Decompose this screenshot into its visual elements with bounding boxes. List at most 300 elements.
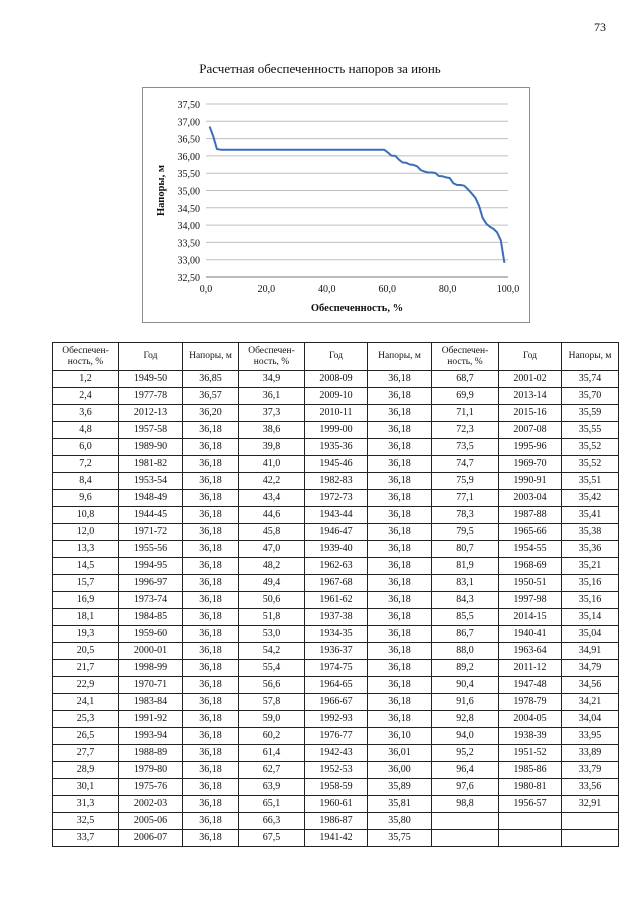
table-cell: 3,6 [53,405,119,422]
y-tick-label: 32,50 [177,273,200,284]
table-cell: 36,18 [368,626,432,643]
table-cell: 1,2 [53,371,119,388]
table-cell: 97,6 [432,779,499,796]
table-cell: 45,8 [239,524,305,541]
table-cell: 36,18 [368,592,432,609]
table-cell: 67,5 [239,830,305,847]
table-cell: 35,89 [368,779,432,796]
table-cell: 7,2 [53,456,119,473]
table-cell: 25,3 [53,711,119,728]
table-cell: 1938-39 [499,728,562,745]
table-cell: 56,6 [239,677,305,694]
table-cell: 2012-13 [119,405,183,422]
header-cell: Напоры, м [183,343,239,371]
table-cell: 2015-16 [499,405,562,422]
table-cell: 1949-50 [119,371,183,388]
table-cell: 1935-36 [305,439,368,456]
header-cell: Год [305,343,368,371]
table-cell: 57,8 [239,694,305,711]
table-cell: 28,9 [53,762,119,779]
table-cell: 59,0 [239,711,305,728]
table-cell: 1964-65 [305,677,368,694]
table-cell: 6,0 [53,439,119,456]
table-cell: 1997-98 [499,592,562,609]
table-cell: 1967-68 [305,575,368,592]
table-cell: 35,70 [562,388,619,405]
table-cell: 1993-94 [119,728,183,745]
table-cell: 18,1 [53,609,119,626]
table-cell: 35,80 [368,813,432,830]
table-cell: 1976-77 [305,728,368,745]
table-cell: 30,1 [53,779,119,796]
table-cell: 1937-38 [305,609,368,626]
table-row [53,660,619,677]
y-tick-label: 33,00 [177,255,200,267]
table-cell: 36,18 [183,609,239,626]
data-table [52,342,619,847]
table-cell: 35,42 [562,490,619,507]
table-cell: 35,36 [562,541,619,558]
table-cell: 1981-82 [119,456,183,473]
table-cell: 36,18 [183,575,239,592]
table-cell: 10,8 [53,507,119,524]
table-row [53,388,619,405]
table-cell: 36,18 [368,575,432,592]
table-cell: 72,3 [432,422,499,439]
table-row [53,745,619,762]
table-cell: 36,18 [183,762,239,779]
table-cell: 35,55 [562,422,619,439]
table-cell: 1974-75 [305,660,368,677]
table-cell: 16,9 [53,592,119,609]
table-cell: 2005-06 [119,813,183,830]
table-cell: 38,6 [239,422,305,439]
table-cell: 36,18 [368,677,432,694]
y-tick-label: 35,50 [177,169,200,181]
table-cell: 1943-44 [305,507,368,524]
table-cell: 36,1 [239,388,305,405]
table-cell: 1984-85 [119,609,183,626]
table-cell: 2011-12 [499,660,562,677]
table-cell: 1983-84 [119,694,183,711]
table-cell: 2001-02 [499,371,562,388]
table-cell: 1934-35 [305,626,368,643]
table-cell: 1956-57 [499,796,562,813]
table-cell: 36,18 [183,643,239,660]
table-cell: 74,7 [432,456,499,473]
table-cell: 98,8 [432,796,499,813]
table-row [53,473,619,490]
table-cell: 36,18 [183,830,239,847]
table-cell: 14,5 [53,558,119,575]
table-row [53,728,619,745]
table-cell: 36,18 [368,439,432,456]
table-cell: 36,18 [183,541,239,558]
table-cell: 35,81 [368,796,432,813]
table-row [53,762,619,779]
table-cell: 51,8 [239,609,305,626]
y-tick-label: 35,00 [177,186,200,198]
table-cell: 1978-79 [499,694,562,711]
table-cell: 73,5 [432,439,499,456]
table-cell: 1995-96 [499,439,562,456]
table-cell: 2003-04 [499,490,562,507]
table-cell: 1948-49 [119,490,183,507]
table-cell: 35,75 [368,830,432,847]
table-row [53,439,619,456]
table-cell: 36,18 [183,779,239,796]
table-cell: 36,18 [183,456,239,473]
x-tick-label: 100,0 [496,284,520,295]
table-cell: 36,18 [183,745,239,762]
table-cell: 36,18 [183,626,239,643]
table-cell: 12,0 [53,524,119,541]
table-cell: 1953-54 [119,473,183,490]
table-row [53,422,619,439]
table-cell: 21,7 [53,660,119,677]
table-row [53,405,619,422]
table-cell: 1989-90 [119,439,183,456]
table-cell: 33,79 [562,762,619,779]
table-cell: 83,1 [432,575,499,592]
table-row [53,456,619,473]
table-cell: 2007-08 [499,422,562,439]
x-tick-label: 60,0 [378,284,396,295]
table-cell: 36,18 [183,439,239,456]
table-cell: 36,10 [368,728,432,745]
table-cell: 1979-80 [119,762,183,779]
table-cell: 92,8 [432,711,499,728]
y-tick-label: 34,00 [177,221,200,233]
table-cell: 36,18 [183,728,239,745]
table-cell: 1994-95 [119,558,183,575]
table-cell: 36,18 [368,609,432,626]
table-cell: 1940-41 [499,626,562,643]
table-row [53,796,619,813]
table-cell: 31,3 [53,796,119,813]
table-cell: 35,74 [562,371,619,388]
table-cell: 36,18 [183,694,239,711]
header-cell: Обеспечен-ность, % [432,343,499,371]
table-cell: 1969-70 [499,456,562,473]
table-cell: 69,9 [432,388,499,405]
table-cell: 36,18 [183,473,239,490]
table-cell: 36,85 [183,371,239,388]
table-cell: 35,16 [562,592,619,609]
table-cell: 36,18 [368,643,432,660]
table-cell: 1965-66 [499,524,562,541]
x-axis-label: Обеспеченность, % [310,303,404,314]
table-cell: 1960-61 [305,796,368,813]
table-cell: 2008-09 [305,371,368,388]
table-cell: 55,4 [239,660,305,677]
page-number: 73 [594,20,606,34]
table-cell: 77,1 [432,490,499,507]
table-cell: 35,59 [562,405,619,422]
table-cell: 89,2 [432,660,499,677]
table-cell: 36,18 [368,473,432,490]
table-cell: 36,18 [368,490,432,507]
y-tick-label: 37,00 [177,117,200,129]
table-cell: 85,5 [432,609,499,626]
table-body [53,371,619,847]
table-cell: 1952-53 [305,762,368,779]
header-cell: Обеспечен-ность, % [239,343,305,371]
table-row [53,575,619,592]
table-cell: 15,7 [53,575,119,592]
y-tick-label: 37,50 [177,100,200,111]
table-cell: 1966-67 [305,694,368,711]
header-cell: Напоры, м [368,343,432,371]
table-cell: 54,2 [239,643,305,660]
table-cell: 36,01 [368,745,432,762]
table-cell: 32,5 [53,813,119,830]
table-cell: 35,14 [562,609,619,626]
table-cell: 79,5 [432,524,499,541]
table-cell: 48,2 [239,558,305,575]
table-cell [499,830,562,847]
table-cell: 36,18 [368,371,432,388]
table-cell: 35,21 [562,558,619,575]
table-cell: 41,0 [239,456,305,473]
table-cell: 27,7 [53,745,119,762]
table-cell: 36,18 [368,694,432,711]
table-cell [562,830,619,847]
table-cell: 2002-03 [119,796,183,813]
table-cell: 36,18 [368,456,432,473]
table-row [53,643,619,660]
table-cell: 75,9 [432,473,499,490]
table-cell: 42,2 [239,473,305,490]
table-cell: 1947-48 [499,677,562,694]
table-cell: 36,18 [368,422,432,439]
table-cell: 36,18 [183,524,239,541]
table-cell: 1999-00 [305,422,368,439]
table-cell: 36,18 [183,711,239,728]
table-cell: 63,9 [239,779,305,796]
table-cell: 36,18 [183,660,239,677]
table-cell: 91,6 [432,694,499,711]
table-cell: 81,9 [432,558,499,575]
table-cell: 44,6 [239,507,305,524]
header-cell: Напоры, м [562,343,619,371]
table-cell: 1939-40 [305,541,368,558]
table-cell: 88,0 [432,643,499,660]
table-cell: 36,18 [183,796,239,813]
table-cell: 39,8 [239,439,305,456]
table-cell: 34,91 [562,643,619,660]
table-cell: 80,7 [432,541,499,558]
table-row [53,779,619,796]
table-cell: 36,18 [368,405,432,422]
table-row [53,626,619,643]
table-cell: 36,18 [368,388,432,405]
y-axis-label: Напоры, м [156,164,167,217]
table-cell: 8,4 [53,473,119,490]
x-tick-label: 0,0 [199,284,213,295]
y-tick-label: 34,50 [177,203,200,215]
table-cell: 1975-76 [119,779,183,796]
table-cell: 1954-55 [499,541,562,558]
table-cell [562,813,619,830]
table-cell: 1944-45 [119,507,183,524]
table-row [53,677,619,694]
table-cell: 1972-73 [305,490,368,507]
table-cell: 26,5 [53,728,119,745]
table-cell: 4,8 [53,422,119,439]
table-cell: 50,6 [239,592,305,609]
table-cell: 2009-10 [305,388,368,405]
table-cell: 36,57 [183,388,239,405]
table-cell: 2014-15 [499,609,562,626]
table-cell: 62,7 [239,762,305,779]
table-cell: 36,18 [183,592,239,609]
table-cell [432,830,499,847]
table-cell: 1945-46 [305,456,368,473]
table-cell: 34,04 [562,711,619,728]
table-cell: 34,21 [562,694,619,711]
table-cell: 19,3 [53,626,119,643]
table-row [53,813,619,830]
table-cell: 33,95 [562,728,619,745]
table-cell: 36,18 [183,813,239,830]
x-tick-label: 40,0 [318,284,336,295]
table-cell: 36,18 [183,558,239,575]
table-cell: 1982-83 [305,473,368,490]
table-cell: 35,52 [562,456,619,473]
table-cell: 36,18 [183,677,239,694]
table-cell: 1998-99 [119,660,183,677]
table-row [53,609,619,626]
table-cell: 36,18 [183,422,239,439]
table-row [53,558,619,575]
table-cell: 36,18 [368,507,432,524]
table-cell: 35,51 [562,473,619,490]
table-cell: 53,0 [239,626,305,643]
table-cell: 1973-74 [119,592,183,609]
table-cell: 35,38 [562,524,619,541]
table-cell: 1950-51 [499,575,562,592]
table-cell: 2,4 [53,388,119,405]
table-cell: 33,56 [562,779,619,796]
table-cell: 36,18 [368,660,432,677]
table-cell: 35,52 [562,439,619,456]
header-cell: Год [499,343,562,371]
table-cell: 1946-47 [305,524,368,541]
table-cell: 20,5 [53,643,119,660]
y-tick-label: 33,50 [177,238,200,250]
table-cell: 36,18 [183,507,239,524]
table-cell: 1958-59 [305,779,368,796]
table-cell: 1980-81 [499,779,562,796]
table-cell: 86,7 [432,626,499,643]
table-cell: 34,56 [562,677,619,694]
table-row [53,371,619,388]
table-cell: 96,4 [432,762,499,779]
table-cell: 36,00 [368,762,432,779]
table-cell: 71,1 [432,405,499,422]
table-cell: 36,18 [368,558,432,575]
table-cell: 66,3 [239,813,305,830]
table-cell: 1961-62 [305,592,368,609]
table-cell: 22,9 [53,677,119,694]
table-cell: 36,18 [368,711,432,728]
table-cell: 2013-14 [499,388,562,405]
table-cell: 33,7 [53,830,119,847]
table-cell [499,813,562,830]
table-cell: 9,6 [53,490,119,507]
table-cell: 1977-78 [119,388,183,405]
x-tick-label: 20,0 [257,284,276,295]
table-cell: 94,0 [432,728,499,745]
table-row [53,490,619,507]
y-tick-label: 36,00 [177,151,200,163]
table-cell: 1987-88 [499,507,562,524]
table-cell: 1971-72 [119,524,183,541]
table-cell: 1962-63 [305,558,368,575]
chart-title: Расчетная обеспеченность напоров за июнь [199,61,441,76]
table-cell: 1957-58 [119,422,183,439]
table-cell: 35,16 [562,575,619,592]
table-cell: 43,4 [239,490,305,507]
table-cell: 1951-52 [499,745,562,762]
table-cell: 90,4 [432,677,499,694]
chart [142,87,530,323]
table-cell: 13,3 [53,541,119,558]
table-cell: 1986-87 [305,813,368,830]
table-cell: 1996-97 [119,575,183,592]
table-cell: 24,1 [53,694,119,711]
table-cell: 1942-43 [305,745,368,762]
table-cell: 65,1 [239,796,305,813]
table-cell: 2010-11 [305,405,368,422]
table-cell: 1992-93 [305,711,368,728]
table-cell: 49,4 [239,575,305,592]
table-cell: 32,91 [562,796,619,813]
table-cell: 47,0 [239,541,305,558]
table-cell: 36,18 [368,541,432,558]
table-cell: 61,4 [239,745,305,762]
header-cell: Год [119,343,183,371]
table-row [53,541,619,558]
table-cell: 60,2 [239,728,305,745]
table-cell: 2004-05 [499,711,562,728]
x-tick-label: 80,0 [438,284,457,295]
table-cell: 34,79 [562,660,619,677]
table-cell: 36,18 [368,524,432,541]
table-cell: 34,9 [239,371,305,388]
table-row [53,830,619,847]
table-row [53,592,619,609]
table-row [53,694,619,711]
table-cell: 2006-07 [119,830,183,847]
header-cell: Обеспечен-ность, % [53,343,119,371]
table-cell: 1990-91 [499,473,562,490]
table-cell: 2000-01 [119,643,183,660]
table-cell: 33,89 [562,745,619,762]
table-row [53,711,619,728]
table-cell: 84,3 [432,592,499,609]
table-cell: 1988-89 [119,745,183,762]
table-cell: 78,3 [432,507,499,524]
table-cell: 1936-37 [305,643,368,660]
table-cell: 95,2 [432,745,499,762]
table-cell [432,813,499,830]
table-cell: 1941-42 [305,830,368,847]
table-cell: 35,04 [562,626,619,643]
table-cell: 37,3 [239,405,305,422]
table-cell: 1955-56 [119,541,183,558]
